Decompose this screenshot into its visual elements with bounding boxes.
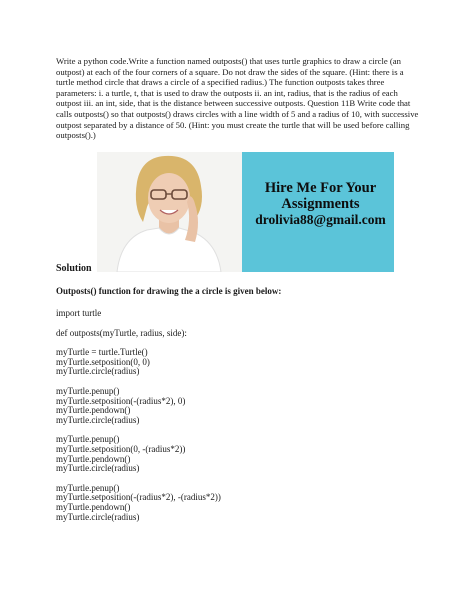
code-line: def outposts(myTurtle, radius, side):: [56, 327, 187, 338]
code-line: myTurtle.circle(radius): [56, 366, 140, 377]
advert-subheadline: Assignments: [281, 196, 360, 212]
code-line: myTurtle.pendown(): [56, 501, 131, 512]
code-line: myTurtle.penup(): [56, 434, 120, 445]
advert-headline: Hire Me For Your: [264, 180, 377, 196]
code-line: myTurtle = turtle.Turtle(): [56, 347, 148, 358]
code-line: myTurtle.setposition(0, -(radius*2)): [56, 443, 186, 454]
code-line: myTurtle.penup(): [56, 482, 120, 493]
code-line: myTurtle.circle(radius): [56, 414, 140, 425]
code-line: myTurtle.setposition(-(radius*2), 0): [56, 395, 186, 406]
code-line: myTurtle.setposition(0, 0): [56, 356, 150, 367]
code-line: myTurtle.circle(radius): [56, 463, 140, 474]
code-line: myTurtle.pendown(): [56, 405, 131, 416]
woman-photo: [97, 152, 242, 272]
solution-heading: Solution: [56, 263, 92, 274]
code-line: myTurtle.pendown(): [56, 453, 131, 464]
code-line: myTurtle.circle(radius): [56, 511, 140, 522]
code-line: import turtle: [56, 308, 102, 318]
code-line: myTurtle.setposition(-(radius*2), -(radius*2)): [56, 492, 221, 503]
solution-subheading: Outposts() function for drawing the a circle is given below:: [56, 286, 282, 296]
woman-photo-illustration: [97, 152, 242, 272]
question-text: Write a python code.Write a function named outposts() that uses turtle graphics to draw a circle (an outpost) at each of the four corners of a square. Do not draw the sides of the square. (Hint: there is a turtle method circle that draws a circle of a specified radius.) The function outposts takes three parameters: i. a turtle, t, that is used to draw the outposts ii. an int, radius, that is the radius of each outpost iii. an int, side, that is the distance between successive outposts. Question 11B Write code that calls outposts() so that outposts() draws circles with a line width of 5 and a radius of 10, with successive outpost separated by a distance of 50. (Hint: you must create the turtle that will be used before calling outposts().): [56, 56, 419, 141]
advert-banner: [97, 152, 394, 272]
advert-text: [247, 180, 394, 228]
code-line: myTurtle.penup(): [56, 385, 120, 396]
advert-email: drolivia88@gmail.com: [255, 212, 386, 227]
code-listing: [56, 309, 221, 522]
